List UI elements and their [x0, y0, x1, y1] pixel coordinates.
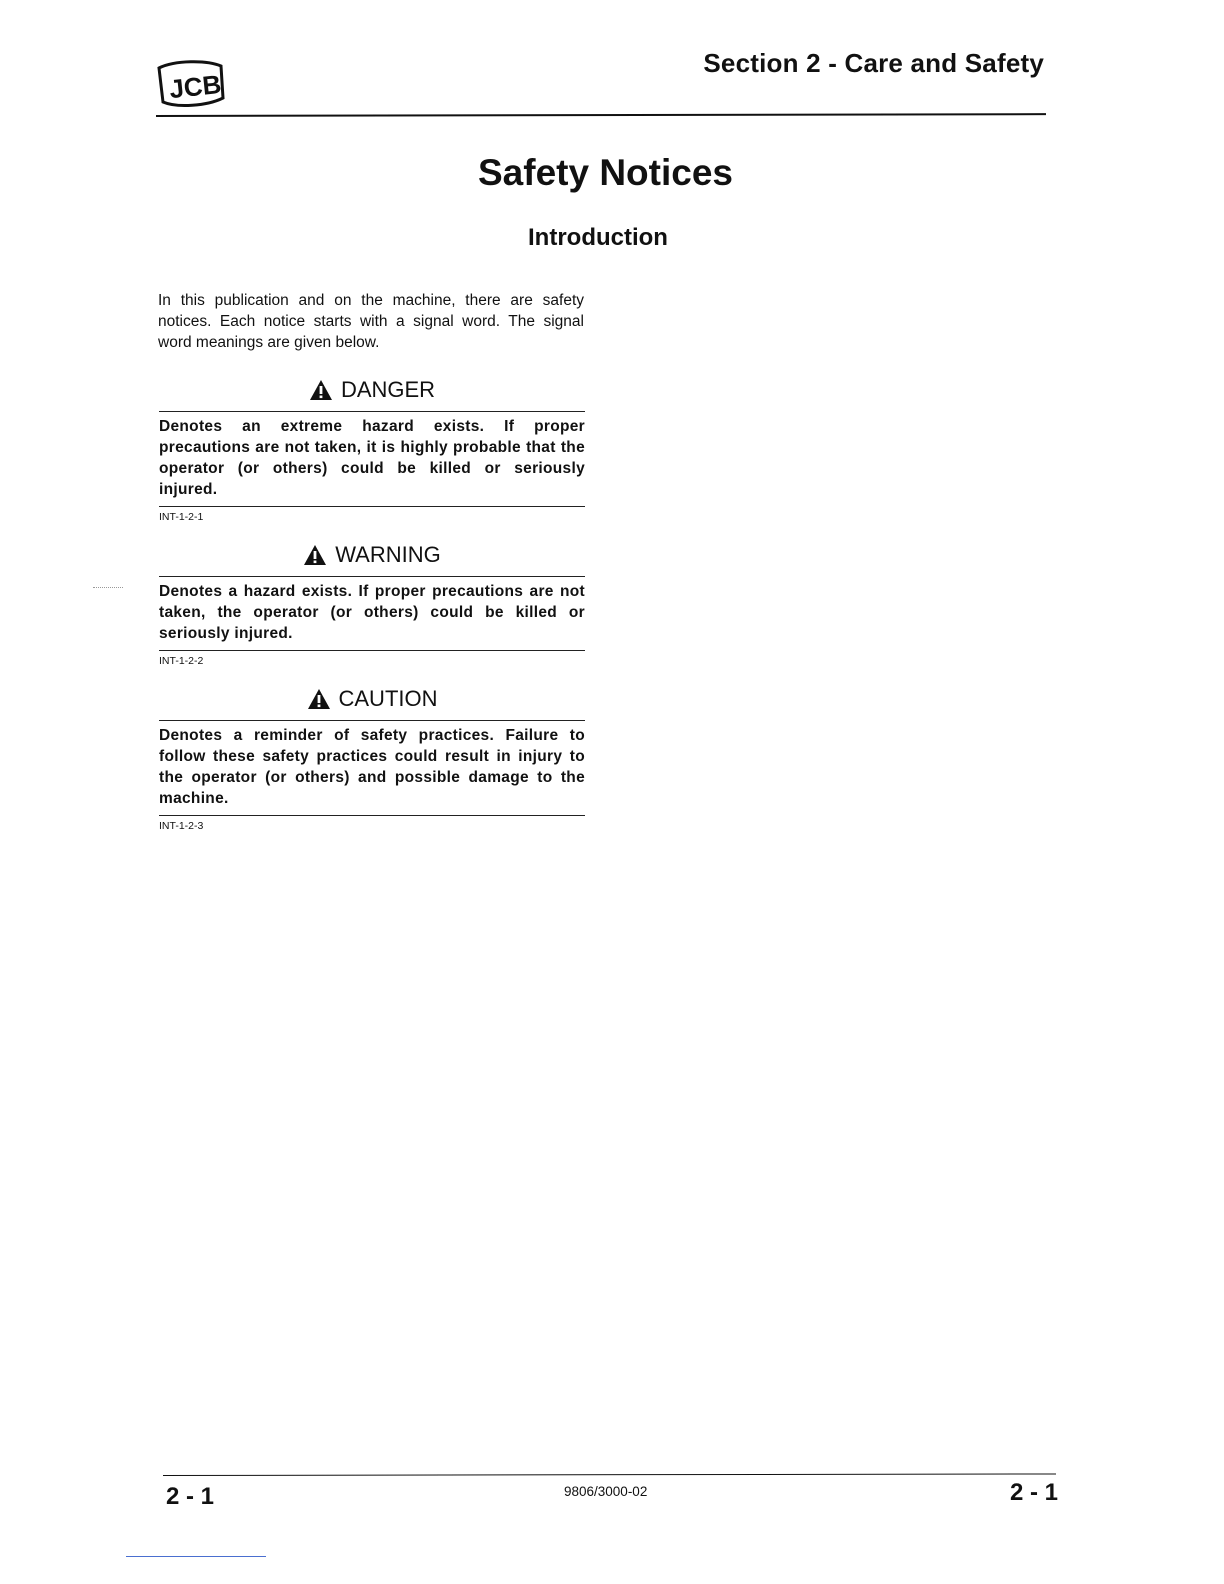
notice-top-rule	[159, 720, 585, 721]
jcb-logo-icon	[155, 58, 227, 110]
notice-code: INT-1-2-3	[159, 820, 204, 832]
notice-text: Denotes a reminder of safety practices. Failure to follow these safety practices could result in injury to the operator (or others) and possible damage to the machine.	[159, 727, 585, 807]
notice-heading	[159, 540, 585, 570]
notice-top-rule	[159, 576, 585, 577]
intro-paragraph: In this publication and on the machine, there are safety notices. Each notice starts with a signal word. The signal word meanings are given below.	[158, 292, 584, 351]
warning-triangle-icon	[303, 544, 327, 566]
signal-word-caution: CAUTION	[338, 686, 438, 711]
notice-bottom-rule	[159, 506, 585, 507]
signal-word-warning: WARNING	[335, 542, 441, 567]
page-title: Safety Notices	[478, 152, 733, 193]
notice-bottom-rule	[159, 650, 585, 651]
page-number-left: 2 - 1	[166, 1483, 215, 1510]
warning-triangle-icon	[309, 379, 333, 401]
warning-triangle-icon	[307, 688, 331, 710]
page-subtitle: Introduction	[528, 224, 668, 251]
header-divider	[156, 113, 1046, 117]
warning-notice	[159, 540, 585, 667]
page-number-right: 2 - 1	[1010, 1479, 1059, 1506]
logo-text: JCB	[167, 68, 223, 105]
notice-text: Denotes an extreme hazard exists. If proper precautions are not taken, it is highly probable that the operator (or others) could be killed or seriously injured.	[159, 418, 585, 498]
danger-notice	[159, 375, 585, 523]
margin-mark	[93, 587, 123, 588]
document-number: 9806/3000-02	[564, 1484, 648, 1499]
notice-heading	[159, 684, 585, 714]
caution-notice	[159, 684, 585, 832]
notice-code: INT-1-2-1	[159, 511, 204, 523]
footer-divider	[163, 1473, 1056, 1476]
signal-word-danger: DANGER	[340, 377, 436, 402]
notice-bottom-rule	[159, 815, 585, 816]
notice-text: Denotes a hazard exists. If proper precautions are not taken, the operator (or others) could be killed or seriously injured.	[159, 583, 585, 642]
notice-heading	[159, 375, 585, 405]
notice-top-rule	[159, 411, 585, 412]
section-title: Section 2 - Care and Safety	[703, 48, 1044, 78]
bottom-edge-line	[126, 1556, 266, 1557]
notice-code: INT-1-2-2	[159, 655, 204, 667]
